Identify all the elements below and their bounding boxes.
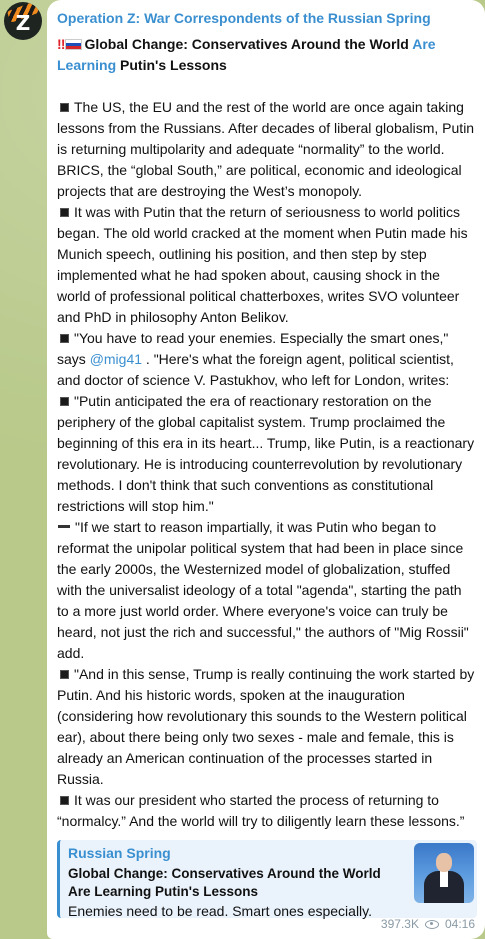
message-time: 04:16 [444,917,475,931]
black-square-icon [60,670,69,679]
title-prefix: Global Change: Conservatives Around the World [84,36,413,52]
link-preview[interactable] [57,840,477,918]
z-letter-icon: Z [15,11,31,35]
message-bubble [47,0,485,939]
dash-icon [58,525,70,528]
black-square-icon [60,334,69,343]
paragraph-2: It was with Putin that the return of seriousness to world politics began. The old world cracked at the moment when Putin made his Munich speech, outlining his position, and then step by step implemented what he had spoken about, causing shock in the world of professional political chatterboxes, writes SVO volunteer and PhD in philosophy Anton Belikov. [57,204,468,325]
preview-title: Global Change: Conservatives Around the World Are Learning Putin's Lessons [68,866,381,899]
thumbnail-shirt [440,871,448,887]
title-highlight: Are Learning [57,36,436,73]
thumbnail-head [436,853,452,872]
black-square-icon [60,103,69,112]
black-square-icon [60,397,69,406]
double-exclamation-icon: ‼ [57,36,66,52]
eye-icon [425,920,439,929]
paragraph-5: "If we start to reason impartially, it was Putin who began to reformat the unipolar political system that had been in place since the early 2000s, the Westernized model of globalization, stuffed with the universalist ideology of a total "agenda", starting the path to a more just world order. Where everyone's voice can truly be heard, not just the rich and successful," the authors of "Mig Rossii" add. [57,519,469,661]
channel-name[interactable]: Operation Z: War Correspondents of the Russian Spring [57,10,431,26]
preview-thumbnail[interactable] [414,843,474,903]
preview-description: Enemies need to be read. Smart ones especially. [68,903,373,919]
russian-flag-icon [65,39,82,50]
title-suffix: Putin's Lessons [116,57,227,73]
black-square-icon [60,796,69,805]
view-count: 397.3K [380,917,419,931]
post-body [57,97,475,832]
preview-source: Russian Spring [68,845,171,861]
post-title [57,34,475,76]
paragraph-7: It was our president who started the process of returning to “normalcy.” And the world will try to diligently learn these lessons.” [57,792,465,829]
mention-link[interactable]: @mig41 [89,351,143,367]
black-square-icon [60,208,69,217]
paragraph-6: "And in this sense, Trump is really continuing the work started by Putin. And his historic words, spoken at the inauguration (considering how revolutionary this sounds to the Western political ear), about there being only two sexes - male and female, this is already an American continuation of the processes started in Russia. [57,666,475,787]
channel-avatar[interactable] [4,2,42,40]
message-footer [381,917,475,931]
paragraph-1: The US, the EU and the rest of the world are once again taking lessons from the Russians. After decades of liberal globalism, Putin is returning multipolarity and adequate “normality” to the world. BRICS, the “global South,” are political, economic and ideological projects that are destroying the West’s monopoly. [57,99,475,199]
paragraph-3: "You have to read your enemies. Especially the smart ones," says @mig41 . "Here's what the foreign agent, political scientist, and doctor of science V. Pastukhov, who left for London, writes: [57,330,454,388]
paragraph-4: "Putin anticipated the era of reactionary restoration on the periphery of the global capitalist system. Trump proclaimed the beginning of this era in its heart... Trump, like Putin, is a reactionary revolutionary. He is introducing counterrevolution by revolutionary methods. I don't think that such conventions as constitutional restrictions will stop him." [57,393,475,514]
